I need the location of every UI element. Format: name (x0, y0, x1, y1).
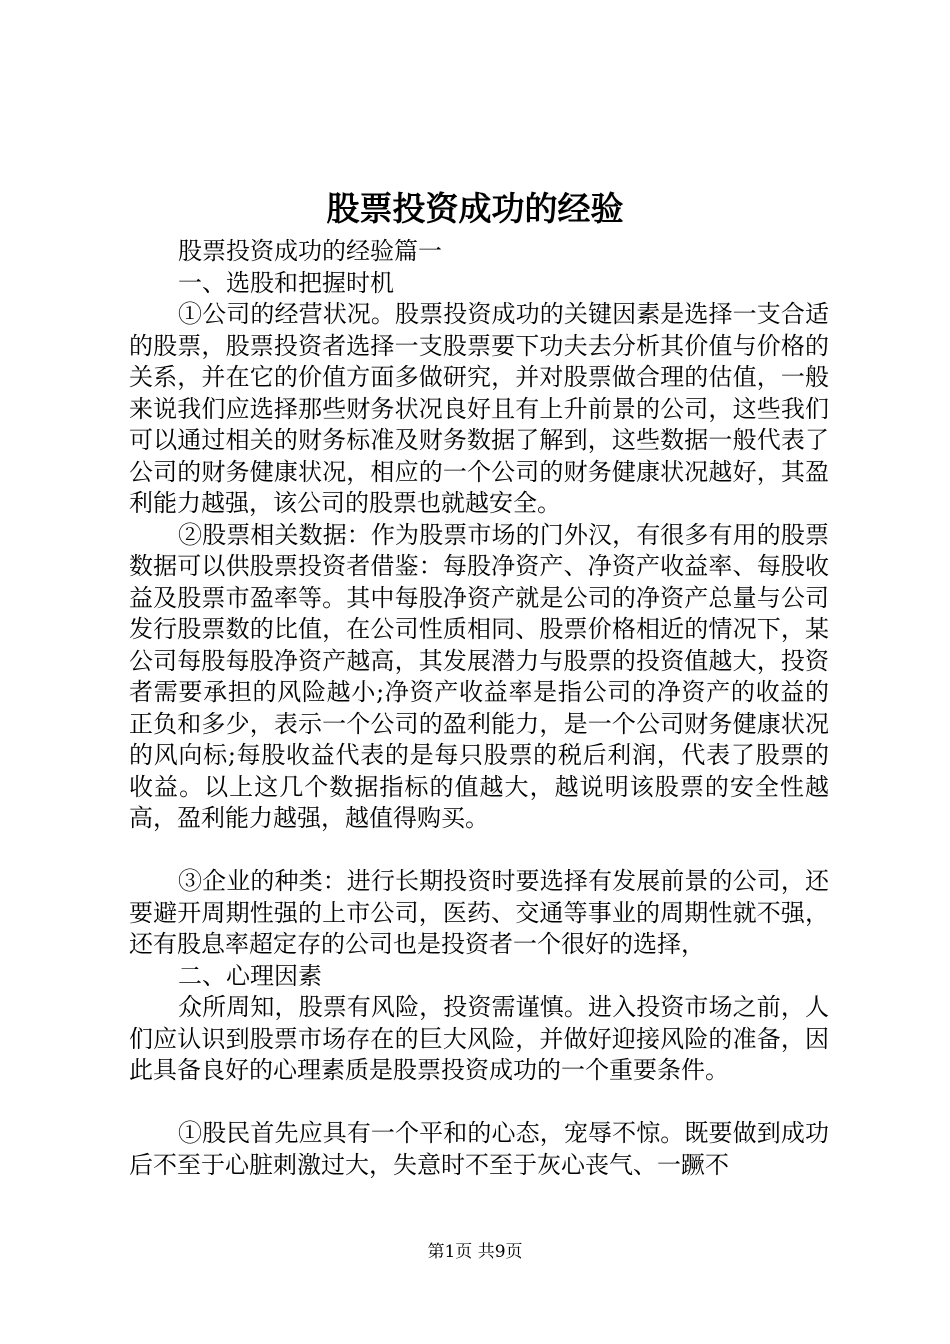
body-paragraph: ①公司的经营状况。股票投资成功的关键因素是选择一支合适的股票，股票投资者选择一支股票要下功夫去分析其价值与价格的关系，并在它的价值方面多做研究，并对股票做合理的估值，一般来说我们应选择那些财务状况良好且有上升前景的公司，这些我们可以通过相关的财务标准及财务数据了解到，这些数据一般代表了公司的财务健康状况，相应的一个公司的财务健康状况越好，其盈利能力越强，该公司的股票也就越安全。 (129, 300, 829, 517)
body-paragraph: ②股票相关数据：作为股票市场的门外汉，有很多有用的股票数据可以供股票投资者借鉴：每股净资产、净资产收益率、每股收益及股票市盈率等。其中每股净资产就是公司的净资产总量与公司发行股票数的比值，在公司性质相同、股票价格相近的情况下，某公司每股每股净资产越高，其发展潜力与股票的投资值越大，投资者需要承担的风险越小;净资产收益率是指公司的净资产的收益的正负和多少，表示一个公司的盈利能力，是一个公司财务健康状况的风向标;每股收益代表的是每只股票的税后利润，代表了股票的收益。以上这几个数据指标的值越大，越说明该股票的安全性越高，盈利能力越强，越值得购买。 (129, 520, 829, 832)
body-paragraph: ①股民首先应具有一个平和的心态，宠辱不惊。既要做到成功后不至于心脏刺激过大，失意时不至于灰心丧气、一蹶不 (129, 1119, 829, 1179)
paragraph-spacer (129, 835, 829, 867)
subsection-heading: 二、心理因素 (178, 961, 322, 990)
paragraph-spacer (129, 1087, 829, 1119)
section-heading: 股票投资成功的经验篇一 (178, 237, 442, 265)
body-paragraph: ③企业的种类：进行长期投资时要选择有发展前景的公司，还要避开周期性强的上市公司，医药、交通等事业的周期性就不强，还有股息率超定存的公司也是投资者一个很好的选择， (129, 867, 829, 958)
page-footer: 第1页 共9页 (427, 1242, 523, 1262)
subsection-heading: 一、选股和把握时机 (178, 268, 394, 297)
document-title: 股票投资成功的经验 (326, 189, 624, 228)
body-paragraph: 众所周知，股票有风险，投资需谨慎。进入投资市场之前，人们应认识到股票市场存在的巨大风险，并做好迎接风险的准备，因此具备良好的心理素质是股票投资成功的一个重要条件。 (129, 993, 829, 1084)
document-body (129, 236, 829, 1181)
